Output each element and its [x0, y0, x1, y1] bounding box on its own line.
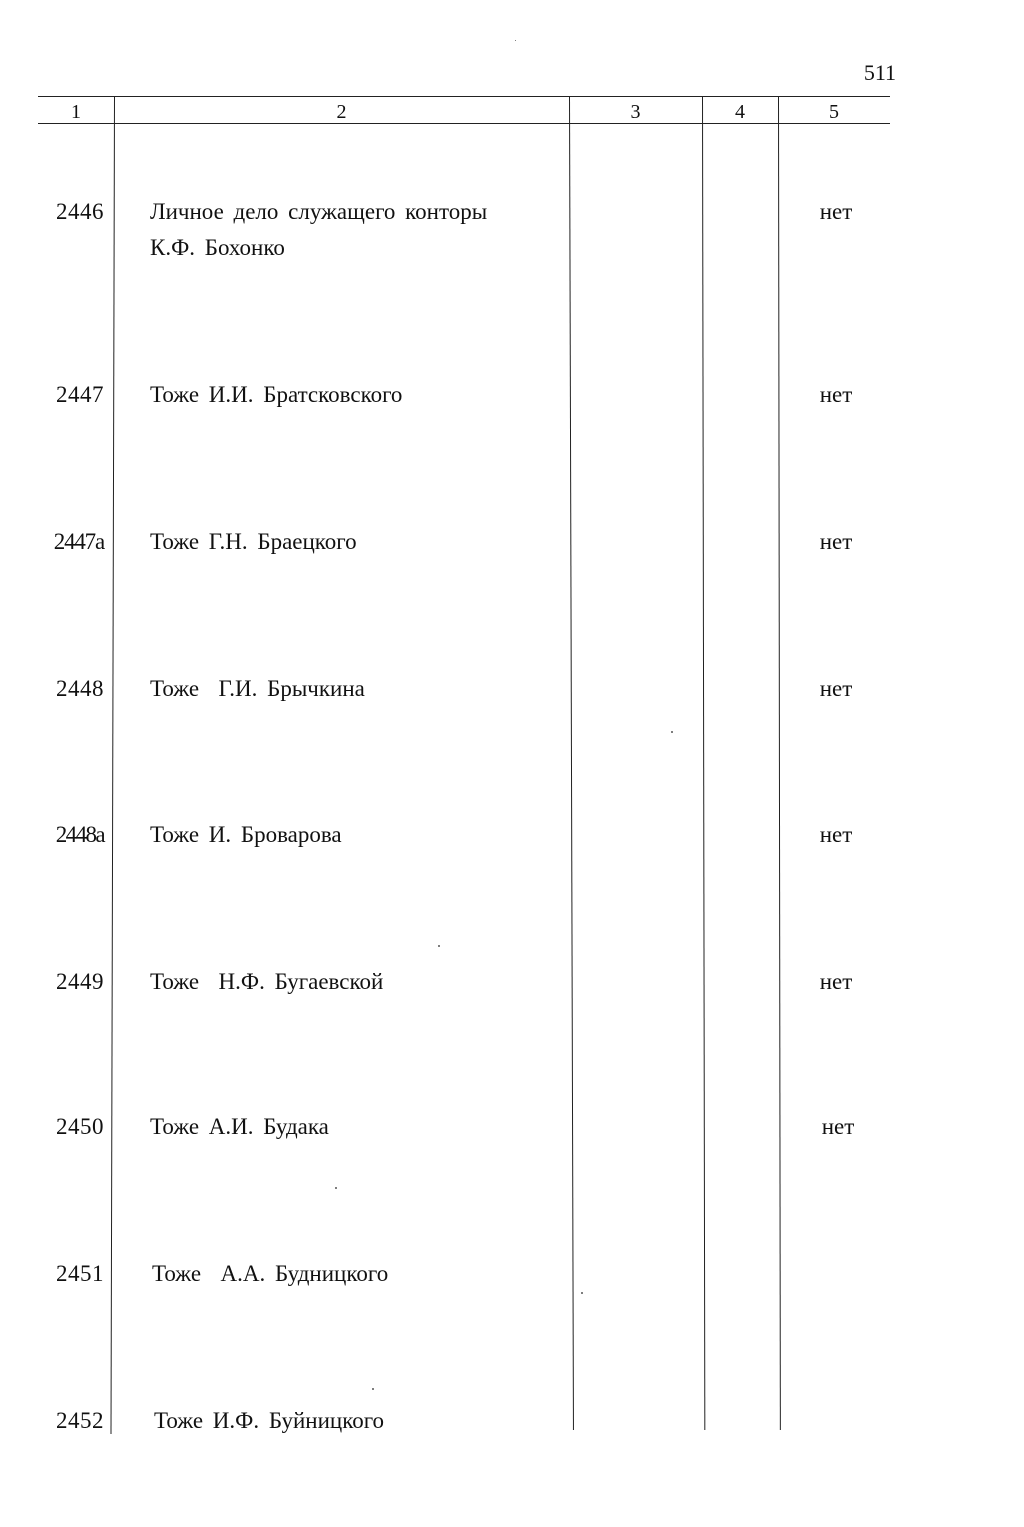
scan-speck: [438, 945, 440, 947]
column-header-3: 3: [630, 101, 641, 123]
column-divider-1: [110, 96, 115, 1434]
column-header-5: 5: [829, 101, 839, 123]
row-description: [150, 194, 550, 266]
row-description-line: К.Ф. Бохонко: [150, 235, 285, 260]
scan-speck: [372, 1388, 374, 1390]
row-number: 2448а: [55, 822, 104, 847]
row-number: 2451: [56, 1261, 104, 1286]
page-number: 511: [863, 60, 896, 85]
row-number: 2446: [56, 199, 104, 224]
row-number: 2447а: [53, 529, 104, 554]
row-description: Тоже А.И. Будака: [150, 1114, 329, 1139]
row-description: Тоже А.А. Будницкого: [152, 1261, 389, 1286]
scan-speck: [671, 731, 673, 733]
row-description: Тоже И.Ф. Буйницкого: [154, 1408, 385, 1433]
column-divider-3: [702, 96, 705, 1430]
row-description: Тоже Г.И. Брычкина: [150, 676, 365, 701]
column-header-1: 1: [71, 101, 81, 123]
row-number: 2452: [56, 1408, 104, 1433]
row-description: Тоже И.И. Братсковского: [150, 382, 403, 407]
row-description: Тоже И. Броварова: [150, 822, 342, 847]
column-header-2: 2: [336, 101, 347, 123]
table-top-rule: [38, 96, 890, 97]
row-col5: нет: [819, 529, 853, 554]
column-divider-2: [569, 96, 574, 1430]
row-number: 2447: [56, 382, 104, 407]
row-col5: нет: [819, 382, 853, 407]
row-col5: нет: [819, 969, 853, 994]
scan-speck: [581, 1292, 583, 1294]
row-number: 2448: [56, 676, 104, 701]
scan-speck: [515, 40, 516, 41]
row-col5: нет: [821, 1114, 855, 1139]
row-col5: нет: [819, 822, 853, 847]
row-description-line: Личное дело служащего конторы: [150, 199, 488, 224]
row-number: 2449: [56, 969, 104, 994]
row-col5: нет: [819, 199, 853, 224]
table-header-bottom-rule: [38, 123, 890, 124]
scan-speck: [335, 1187, 337, 1189]
column-divider-4: [778, 96, 781, 1430]
row-description: Тоже Н.Ф. Бугаевской: [150, 969, 384, 994]
row-col5: нет: [819, 676, 853, 701]
column-header-4: 4: [735, 101, 745, 123]
row-number: 2450: [56, 1114, 104, 1139]
row-description: Тоже Г.Н. Браецкого: [150, 529, 357, 554]
